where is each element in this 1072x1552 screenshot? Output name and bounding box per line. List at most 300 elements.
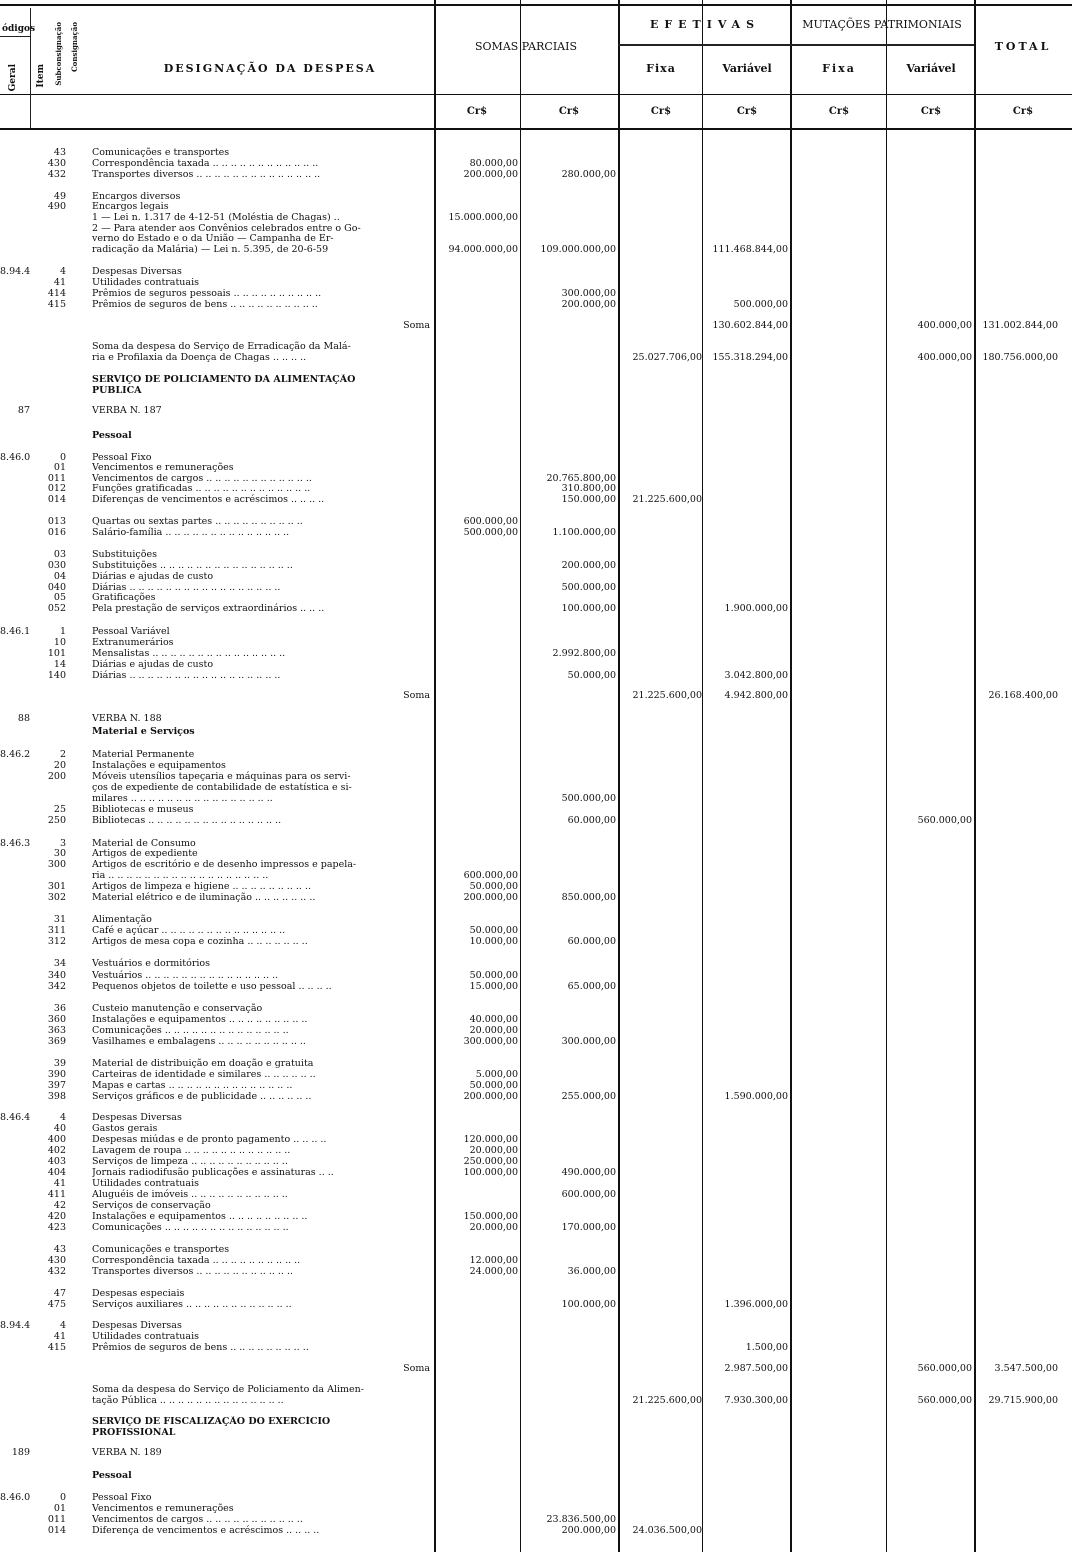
- row-item: 400: [47, 1134, 66, 1145]
- row-item: 25: [53, 804, 66, 815]
- mutacao-variavel: 560.000,00: [917, 1363, 972, 1374]
- row-item: 369: [47, 1036, 66, 1047]
- ledger-row: [0, 1299, 1072, 1311]
- row-item: 016: [47, 527, 66, 538]
- ledger-row: [0, 527, 1072, 539]
- partial-sum-1: 150.000,00: [463, 1211, 518, 1222]
- partial-sum-2: 600.000,00: [561, 1189, 616, 1200]
- row-description: Instalações e equipamentos .. .. .. .. .. .. .. .. ..: [92, 1014, 308, 1025]
- row-description: Artigos de mesa copa e cozinha .. .. .. .. .. .. ..: [92, 936, 308, 947]
- ledger-row: [0, 1091, 1072, 1103]
- partial-sum-1: 200.000,00: [463, 169, 518, 180]
- row-description: Diferença de vencimentos e acréscimos .. .. .. ..: [92, 1525, 320, 1536]
- ledger-row: [0, 892, 1072, 904]
- row-item: 423: [47, 1222, 66, 1233]
- row-item: 10: [53, 637, 66, 648]
- row-item: 4: [59, 1320, 66, 1331]
- row-item: 3: [59, 838, 66, 849]
- ledger-row: [0, 1525, 1072, 1537]
- ledger-row: [0, 1036, 1072, 1048]
- row-description: Material Permanente: [92, 749, 195, 760]
- currency-label: Cr$: [920, 106, 942, 117]
- row-description: Comunicações .. .. .. .. .. .. .. .. .. .. .. .. .. ..: [92, 1025, 289, 1036]
- row-item: 47: [53, 1288, 66, 1299]
- header-rule: [0, 94, 1072, 95]
- mutacoes-header: MUTAÇÕES PATRIMONIAIS: [802, 18, 962, 31]
- somas-parciais-header: SOMAS PARCIAIS: [475, 40, 577, 53]
- partial-sum-2: 300.000,00: [561, 288, 616, 299]
- row-description: Instalações e equipamentos: [92, 760, 226, 771]
- row-description: Despesas Diversas: [92, 1320, 182, 1331]
- partial-sum-2: 100.000,00: [561, 603, 616, 614]
- mutacao-variavel: 400.000,00: [917, 352, 972, 363]
- partial-sum-2: 500.000,00: [561, 582, 616, 593]
- partial-sum-1: 80.000,00: [469, 158, 518, 169]
- row-description: Vasilhames e embalagens .. .. .. .. .. .. .. .. .. ..: [92, 1036, 306, 1047]
- row-description: Transportes diversos .. .. .. .. .. .. .. .. .. .. ..: [92, 1266, 293, 1277]
- row-item: 397: [47, 1080, 66, 1091]
- codigo-col-label: Subconsignação: [54, 22, 63, 86]
- row-description: milares .. .. .. .. .. .. .. .. .. .. .. .. .. .. .. ..: [92, 793, 273, 804]
- row-item: 2: [59, 749, 66, 760]
- row-description: Pessoal Fixo: [92, 452, 152, 463]
- partial-sum-1: 600.000,00: [463, 516, 518, 527]
- partial-sum-1: 20.000,00: [469, 1145, 518, 1156]
- partial-sum-1: 15.000,00: [469, 981, 518, 992]
- row-description: Pequenos objetos de toilette e uso pessoal .. .. .. ..: [92, 981, 332, 992]
- efetiva-fixa: 21.225.600,00: [632, 1395, 702, 1406]
- partial-sum-2: 2.992.800,00: [552, 648, 616, 659]
- partial-sum-2: 50.000,00: [567, 670, 616, 681]
- row-description: Transportes diversos .. .. .. .. .. .. .. .. .. .. .. .. .. ..: [92, 169, 321, 180]
- mutacao-variavel: 400.000,00: [917, 320, 972, 331]
- row-item: 342: [47, 981, 66, 992]
- ledger-row: [0, 690, 1072, 702]
- row-description: Gastos gerais: [92, 1123, 158, 1134]
- row-description: Diárias e ajudas de custo: [92, 571, 214, 582]
- codigo-col-label: Consignação: [70, 22, 79, 72]
- row-description: verno do Estado e o da União — Campanha de Er-: [92, 233, 334, 244]
- row-description: Prêmios de seguros de bens .. .. .. .. .. .. .. .. ..: [92, 1342, 309, 1353]
- ledger-row: [0, 244, 1072, 256]
- partial-sum-1: 500.000,00: [463, 527, 518, 538]
- currency-label: Cr$: [466, 106, 488, 117]
- partial-sum-2: 490.000,00: [561, 1167, 616, 1178]
- partial-sum-1: 50.000,00: [469, 970, 518, 981]
- row-code: 8.46.2: [0, 749, 31, 760]
- row-description: Despesas miúdas e de pronto pagamento .. .. .. ..: [92, 1134, 327, 1145]
- partial-sum-2: 109.000.000,00: [540, 244, 616, 255]
- currency-label: Cr$: [650, 106, 672, 117]
- partial-sum-2: 310.800,00: [561, 483, 616, 494]
- code-sub-rule: [0, 36, 30, 37]
- row-item: 014: [47, 1525, 66, 1536]
- efetiva-variavel: 111.468.844,00: [712, 244, 788, 255]
- row-item: 360: [47, 1014, 66, 1025]
- currency-label: Cr$: [558, 106, 580, 117]
- row-description: Bibliotecas e museus: [92, 804, 194, 815]
- row-description: Despesas Diversas: [92, 266, 182, 277]
- total: 29.715.900,00: [988, 1395, 1058, 1406]
- row-item: 414: [47, 288, 66, 299]
- row-code: 8.46.1: [0, 626, 31, 637]
- row-description: Gratificações: [92, 592, 156, 603]
- row-description: PROFISSIONAL: [92, 1427, 176, 1438]
- row-item: 01: [53, 462, 66, 473]
- row-item: 402: [47, 1145, 66, 1156]
- row-description: Prêmios de seguros de bens .. .. .. .. .. .. .. .. .. ..: [92, 299, 318, 310]
- row-item: 311: [47, 925, 66, 936]
- row-item: 475: [47, 1299, 66, 1310]
- row-code: 8.94.4: [0, 1320, 31, 1331]
- row-code: 8.46.3: [0, 838, 31, 849]
- partial-sum-1: 50.000,00: [469, 925, 518, 936]
- ledger-row: [0, 1363, 1072, 1375]
- row-description: Substituições .. .. .. .. .. .. .. .. .. .. .. .. .. .. ..: [92, 560, 293, 571]
- partial-sum-1: 120.000,00: [463, 1134, 518, 1145]
- row-item: 200: [47, 771, 66, 782]
- row-item: 302: [47, 892, 66, 903]
- partial-sum-1: 200.000,00: [463, 892, 518, 903]
- row-description: VERBA N. 189: [92, 1447, 162, 1458]
- partial-sum-2: 200.000,00: [561, 1525, 616, 1536]
- row-code: 8.46.0: [0, 1492, 31, 1503]
- partial-sum-2: 65.000,00: [567, 981, 616, 992]
- partial-sum-2: 200.000,00: [561, 560, 616, 571]
- row-item: 012: [47, 483, 66, 494]
- row-description: Serviços auxiliares .. .. .. .. .. .. .. .. .. .. .. ..: [92, 1299, 292, 1310]
- row-item: 014: [47, 494, 66, 505]
- row-description: VERBA N. 188: [92, 713, 162, 724]
- row-description: Soma: [403, 1363, 430, 1374]
- designacao-header: DESIGNAÇÃO DA DESPESA: [163, 62, 377, 75]
- row-description: Custeio manutenção e conservação: [92, 1003, 263, 1014]
- partial-sum-2: 23.836.500,00: [546, 1514, 616, 1525]
- row-item: 011: [47, 473, 66, 484]
- efetiva-variavel: 500.000,00: [733, 299, 788, 310]
- ledger-row: [0, 385, 1072, 397]
- row-description: SERVIÇO DE FISCALIZAÇÃO DO EXERCÍCIO: [92, 1416, 331, 1427]
- partial-sum-2: 1.100.000,00: [552, 527, 616, 538]
- row-description: radicação da Malária) — Lei n. 5.395, de 20-6-59: [92, 244, 329, 255]
- row-description: Material e Serviços: [92, 726, 195, 737]
- row-item: 43: [53, 1244, 66, 1255]
- row-description: Pessoal: [92, 1470, 132, 1481]
- partial-sum-1: 50.000,00: [469, 881, 518, 892]
- row-item: 030: [47, 560, 66, 571]
- ledger-row: [0, 936, 1072, 948]
- row-description: SERVIÇO DE POLICIAMENTO DA ALIMENTAÇÃO: [92, 374, 356, 385]
- row-description: Diárias .. .. .. .. .. .. .. .. .. .. .. .. .. .. .. .. ..: [92, 582, 281, 593]
- row-item: 39: [53, 1058, 66, 1069]
- ledger-row: [0, 494, 1072, 506]
- row-description: Correspondência taxada .. .. .. .. .. .. .. .. .. ..: [92, 1255, 301, 1266]
- row-description: Vestuários .. .. .. .. .. .. .. .. .. .. .. .. .. .. ..: [92, 970, 279, 981]
- ledger-row: [0, 430, 1072, 442]
- row-description: Soma: [403, 690, 430, 701]
- ledger-row: [0, 1342, 1072, 1354]
- row-description: ria e Profilaxia da Doença de Chagas .. .. .. ..: [92, 352, 307, 363]
- efetiva-variavel: 3.042.800,00: [724, 670, 788, 681]
- row-description: Aluguéis de imóveis .. .. .. .. .. .. .. .. .. .. ..: [92, 1189, 288, 1200]
- ledger-row: [0, 670, 1072, 682]
- partial-sum-1: 24.000,00: [469, 1266, 518, 1277]
- row-description: Mapas e cartas .. .. .. .. .. .. .. .. .. .. .. .. .. ..: [92, 1080, 293, 1091]
- row-item: 011: [47, 1514, 66, 1525]
- row-description: tação Pública .. .. .. .. .. .. .. .. .. .. .. .. .. ..: [92, 1395, 284, 1406]
- row-description: Comunicações e transportes: [92, 147, 230, 158]
- partial-sum-2: 60.000,00: [567, 936, 616, 947]
- row-description: Material de Consumo: [92, 838, 196, 849]
- row-code: 8.46.0: [0, 452, 31, 463]
- row-item: 340: [47, 970, 66, 981]
- ledger-row: [0, 405, 1072, 417]
- row-description: Despesas Diversas: [92, 1112, 182, 1123]
- row-item: 300: [47, 859, 66, 870]
- row-description: Prêmios de seguros pessoais .. .. .. .. .. .. .. .. .. ..: [92, 288, 322, 299]
- codigo-col-label: Geral: [8, 64, 18, 92]
- row-description: Utilidades contratuais: [92, 1178, 199, 1189]
- row-description: Vencimentos de cargos .. .. .. .. .. .. .. .. .. .. ..: [92, 1514, 303, 1525]
- variavel-header: Variável: [722, 62, 772, 75]
- row-description: Encargos legais: [92, 201, 169, 212]
- partial-sum-2: 150.000,00: [561, 494, 616, 505]
- row-description: Utilidades contratuais: [92, 1331, 199, 1342]
- row-description: Comunicações .. .. .. .. .. .. .. .. .. .. .. .. .. ..: [92, 1222, 289, 1233]
- row-description: Extranumerários: [92, 637, 174, 648]
- row-item: 420: [47, 1211, 66, 1222]
- ledger-row: [0, 713, 1072, 725]
- efetiva-variavel: 2.987.500,00: [724, 1363, 788, 1374]
- row-description: Instalações e equipamentos .. .. .. .. .. .. .. .. ..: [92, 1211, 308, 1222]
- ledger-row: [0, 169, 1072, 181]
- row-description: Jornais radiodifusão publicações e assinaturas .. ..: [92, 1167, 334, 1178]
- top-rule: [0, 4, 1072, 6]
- row-item: 05: [53, 592, 66, 603]
- row-description: Pela prestação de serviços extraordinários .. .. ..: [92, 603, 325, 614]
- variavel-header: Variável: [906, 62, 956, 75]
- row-item: 301: [47, 881, 66, 892]
- efetiva-variavel: 155.318.294,00: [712, 352, 788, 363]
- row-item: 432: [47, 1266, 66, 1277]
- partial-sum-2: 280.000,00: [561, 169, 616, 180]
- row-description: Pessoal: [92, 430, 132, 441]
- ledger-row: [0, 352, 1072, 364]
- row-description: VERBA N. 187: [92, 405, 162, 416]
- row-description: Lavagem de roupa .. .. .. .. .. .. .. .. .. .. .. ..: [92, 1145, 291, 1156]
- efetiva-fixa: 21.225.600,00: [632, 690, 702, 701]
- row-description: Café e açúcar .. .. .. .. .. .. .. .. .. .. .. .. .. ..: [92, 925, 286, 936]
- total: 131.002.844,00: [982, 320, 1058, 331]
- row-item: 415: [47, 299, 66, 310]
- row-item: 415: [47, 1342, 66, 1353]
- row-item: 41: [53, 277, 66, 288]
- row-description: Pessoal Fixo: [92, 1492, 152, 1503]
- row-item: 4: [59, 266, 66, 277]
- ledger-row: [0, 1222, 1072, 1234]
- row-item: 36: [53, 1003, 66, 1014]
- row-description: Diárias e ajudas de custo: [92, 659, 214, 670]
- row-item: 42: [53, 1200, 66, 1211]
- partial-sum-1: 10.000,00: [469, 936, 518, 947]
- partial-sum-2: 255.000,00: [561, 1091, 616, 1102]
- ledger-row: [0, 1470, 1072, 1482]
- partial-sum-1: 200.000,00: [463, 1091, 518, 1102]
- row-item: 398: [47, 1091, 66, 1102]
- row-item: 41: [53, 1178, 66, 1189]
- partial-sum-2: 200.000,00: [561, 299, 616, 310]
- partial-sum-1: 20.000,00: [469, 1222, 518, 1233]
- total: 3.547.500,00: [994, 1363, 1058, 1374]
- row-item: 040: [47, 582, 66, 593]
- partial-sum-2: 170.000,00: [561, 1222, 616, 1233]
- total: 26.168.400,00: [988, 690, 1058, 701]
- partial-sum-1: 94.000.000,00: [448, 244, 518, 255]
- efetivas-rule: [618, 44, 790, 46]
- currency-label: Cr$: [736, 106, 758, 117]
- efetiva-fixa: 24.036.500,00: [632, 1525, 702, 1536]
- row-item: 43: [53, 147, 66, 158]
- ledger-row: [0, 726, 1072, 738]
- partial-sum-1: 600.000,00: [463, 870, 518, 881]
- efetiva-variavel: 1.590.000,00: [724, 1091, 788, 1102]
- row-description: Diárias .. .. .. .. .. .. .. .. .. .. .. .. .. .. .. .. ..: [92, 670, 281, 681]
- partial-sum-1: 50.000,00: [469, 1080, 518, 1091]
- ledger-row: [0, 1266, 1072, 1278]
- row-description: Bibliotecas .. .. .. .. .. .. .. .. .. .. .. .. .. .. ..: [92, 815, 282, 826]
- row-code: 189: [11, 1447, 30, 1458]
- partial-sum-1: 12.000,00: [469, 1255, 518, 1266]
- ledger-row: [0, 981, 1072, 993]
- row-description: Material de distribuição em doação e gratuita: [92, 1058, 314, 1069]
- row-description: 2 — Para atender aos Convênios celebrados entre o Go-: [92, 223, 361, 234]
- ledger-row: [0, 1427, 1072, 1439]
- row-description: Correspondência taxada .. .. .. .. .. .. .. .. .. .. .. ..: [92, 158, 319, 169]
- partial-sum-1: 40.000,00: [469, 1014, 518, 1025]
- currency-label: Cr$: [828, 106, 850, 117]
- row-item: 04: [53, 571, 66, 582]
- row-item: 140: [47, 670, 66, 681]
- row-description: Soma: [403, 320, 430, 331]
- codigo-col-label: Item: [36, 64, 46, 88]
- row-description: Utilidades contratuais: [92, 277, 199, 288]
- currency-label: Cr$: [1012, 106, 1034, 117]
- row-item: 49: [53, 191, 66, 202]
- row-description: Carteiras de identidade e similares .. .. .. .. .. ..: [92, 1069, 316, 1080]
- ledger-row: [0, 1395, 1072, 1407]
- row-item: 404: [47, 1167, 66, 1178]
- row-description: Artigos de limpeza e higiene .. .. .. .. .. .. .. .. ..: [92, 881, 311, 892]
- row-description: Funções gratificadas .. .. .. .. .. .. .. .. .. .. .. .. ..: [92, 483, 311, 494]
- row-description: ços de expediente de contabilidade de estatística e si-: [92, 782, 352, 793]
- partial-sum-1: 100.000,00: [463, 1167, 518, 1178]
- partial-sum-1: 300.000,00: [463, 1036, 518, 1047]
- row-description: Material elétrico e de iluminação .. .. .. .. .. .. ..: [92, 892, 316, 903]
- partial-sum-2: 500.000,00: [561, 793, 616, 804]
- row-item: 411: [47, 1189, 66, 1200]
- efetiva-variavel: 7.930.300,00: [724, 1395, 788, 1406]
- row-item: 432: [47, 169, 66, 180]
- ledger-row: [0, 1447, 1072, 1459]
- partial-sum-2: 36.000,00: [567, 1266, 616, 1277]
- mutacao-variavel: 560.000,00: [917, 1395, 972, 1406]
- mutacoes-rule: [790, 44, 974, 46]
- row-description: 1 — Lei n. 1.317 de 4-12-51 (Moléstia de Chagas) ..: [92, 212, 340, 223]
- row-item: 430: [47, 1255, 66, 1266]
- row-item: 250: [47, 815, 66, 826]
- row-description: Serviços gráficos e de publicidade .. .. .. .. .. ..: [92, 1091, 312, 1102]
- ledger-row: [0, 299, 1072, 311]
- row-item: 390: [47, 1069, 66, 1080]
- row-description: Soma da despesa do Serviço de Policiamento da Alimen-: [92, 1384, 364, 1395]
- row-description: Vestuários e dormitórios: [92, 958, 211, 969]
- row-description: Artigos de expediente: [92, 848, 198, 859]
- row-description: Pessoal Variável: [92, 626, 170, 637]
- row-item: 30: [53, 848, 66, 859]
- partial-sum-2: 300.000,00: [561, 1036, 616, 1047]
- row-description: Alimentação: [92, 914, 152, 925]
- fixa-header: Fixa: [822, 62, 856, 75]
- efetiva-fixa: 25.027.706,00: [632, 352, 702, 363]
- row-item: 1: [59, 626, 66, 637]
- efetiva-fixa: 21.225.600,00: [632, 494, 702, 505]
- row-item: 490: [47, 201, 66, 212]
- row-description: Comunicações e transportes: [92, 1244, 230, 1255]
- row-item: 363: [47, 1025, 66, 1036]
- efetivas-header: EFETIVAS: [649, 18, 761, 31]
- row-description: Móveis utensílios tapeçaria e máquinas para os servi-: [92, 771, 351, 782]
- row-description: Artigos de escritório e de desenho impressos e papela-: [92, 859, 357, 870]
- row-description: Serviços de conservação: [92, 1200, 211, 1211]
- row-description: Encargos diversos: [92, 191, 181, 202]
- partial-sum-1: 15.000.000,00: [448, 212, 518, 223]
- partial-sum-1: 5.000,00: [475, 1069, 518, 1080]
- row-description: ria .. .. .. .. .. .. .. .. .. .. .. .. .. .. .. .. .. ..: [92, 870, 269, 881]
- row-item: 403: [47, 1156, 66, 1167]
- row-code: 8.46.4: [0, 1112, 31, 1123]
- row-item: 013: [47, 516, 66, 527]
- row-item: 0: [59, 452, 66, 463]
- efetiva-variavel: 1.500,00: [745, 1342, 788, 1353]
- row-description: PÚBLICA: [92, 385, 142, 396]
- row-description: Salário-família .. .. .. .. .. .. .. .. .. .. .. .. .. ..: [92, 527, 290, 538]
- efetiva-variavel: 130.602.844,00: [712, 320, 788, 331]
- row-item: 14: [53, 659, 66, 670]
- fixa-header: Fixa: [646, 62, 676, 75]
- mutacao-variavel: 560.000,00: [917, 815, 972, 826]
- row-code: 88: [17, 713, 30, 724]
- row-description: Diferenças de vencimentos e acréscimos .. .. .. ..: [92, 494, 325, 505]
- row-description: Vencimentos e remunerações: [92, 462, 234, 473]
- row-item: 31: [53, 914, 66, 925]
- partial-sum-2: 100.000,00: [561, 1299, 616, 1310]
- total-header: TOTAL: [994, 40, 1052, 53]
- ledger-row: [0, 320, 1072, 332]
- row-item: 312: [47, 936, 66, 947]
- row-item: 34: [53, 958, 66, 969]
- partial-sum-2: 60.000,00: [567, 815, 616, 826]
- row-description: Vencimentos de cargos .. .. .. .. .. .. .. .. .. .. .. ..: [92, 473, 312, 484]
- efetiva-variavel: 1.396.000,00: [724, 1299, 788, 1310]
- row-item: 01: [53, 1503, 66, 1514]
- partial-sum-1: 20.000,00: [469, 1025, 518, 1036]
- row-item: 4: [59, 1112, 66, 1123]
- row-description: Mensalistas .. .. .. .. .. .. .. .. .. .. .. .. .. .. ..: [92, 648, 286, 659]
- partial-sum-2: 20.765.800,00: [546, 473, 616, 484]
- ledger-row: [0, 958, 1072, 970]
- ledger-row: [0, 815, 1072, 827]
- row-item: 41: [53, 1331, 66, 1342]
